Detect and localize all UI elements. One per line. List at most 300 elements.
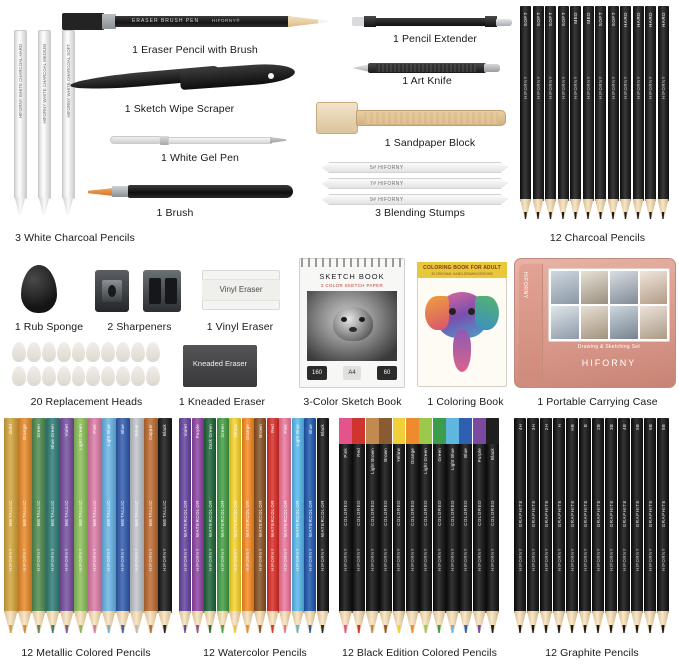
charcoal-grade: HARD (635, 12, 641, 28)
pencil-color-name: Dark Green (207, 424, 213, 450)
pencil-series: WATERCOLOR (320, 500, 325, 537)
brush (88, 180, 293, 204)
pencil-brand: HIFORNY (307, 548, 313, 572)
pencil-brand: HIFORNY (106, 548, 112, 572)
pencil-color-name: Green (36, 424, 42, 438)
charcoal-pencil (545, 6, 556, 219)
charcoal-pencil (520, 6, 531, 219)
pencil-color-name: B (582, 424, 588, 428)
caption-pencil-extender: 1 Pencil Extender (393, 33, 477, 45)
pencil-series: COLORED (356, 500, 362, 526)
white-charcoal-pencils-group (8, 30, 80, 220)
replacement-head (101, 366, 115, 386)
sketchbook-badge-left: 160 (307, 366, 327, 380)
caption-coloring-book: 1 Coloring Book (427, 396, 504, 408)
pencil-series: GRAPHITE (582, 500, 588, 528)
pencil-color-name: H (556, 424, 562, 428)
pencil (339, 418, 352, 633)
pencil-color-name: 2H (543, 424, 549, 431)
caption-white-charcoal-pencils: 3 White Charcoal Pencils (15, 232, 135, 244)
pencil-color-name: Light Blue (449, 448, 455, 471)
pencil-color-name: Orange (245, 424, 250, 441)
case-brand-top: HIFORNY (522, 272, 528, 299)
pencil-brand: HIFORNY (36, 548, 42, 572)
sketchbook-badge-right: 60 (377, 366, 397, 380)
case-brand-bottom: HIFORNY (581, 358, 637, 368)
pencil-series: GRAPHITE (595, 500, 601, 528)
pencil-color-name: 3B (608, 424, 614, 430)
replacement-head (27, 342, 41, 362)
pencil (217, 418, 229, 633)
pencil-series: COLORED (490, 500, 496, 526)
pencil (592, 418, 604, 633)
pencil-color-name: Orange (409, 448, 415, 465)
pencil (229, 418, 241, 633)
replacement-head (86, 342, 100, 362)
pencil (644, 418, 656, 633)
caption-vinyl-eraser: 1 Vinyl Eraser (206, 321, 274, 333)
pencil-color-name: 2B (595, 424, 601, 430)
pencil (446, 418, 459, 633)
pencil (46, 418, 60, 633)
pencil-color-name: Brown (383, 448, 389, 462)
pencil-color-name: Light Green (423, 448, 429, 474)
sketch-wipe-scraper (70, 62, 295, 94)
pencil-series: WATERCOLOR (182, 500, 188, 537)
pencil-series: GRAPHITE (608, 500, 614, 528)
pencil (192, 418, 204, 633)
pencil (433, 418, 446, 633)
pencil-brand: HIFORNY (634, 548, 640, 572)
replacement-head (116, 366, 130, 386)
charcoal-brand: HIFORNY (560, 76, 566, 100)
pencil-color-name: Black (490, 448, 496, 461)
charcoal-grade: MED (585, 12, 591, 24)
vinyl-eraser (202, 270, 280, 310)
charcoal-pencil (595, 6, 606, 219)
replacement-head (146, 342, 160, 362)
pencil-brand: HIFORNY (449, 548, 455, 572)
replacement-head (131, 366, 145, 386)
pencil-color-name: Light Blue (295, 424, 300, 447)
pencil (304, 418, 316, 633)
replacement-head (116, 342, 130, 362)
pencil-brand: HIFORNY (423, 548, 429, 572)
replacement-head (27, 366, 41, 386)
pencil-series: WATERCOLOR (220, 500, 225, 537)
caption-sandpaper-block: 1 Sandpaper Block (384, 137, 476, 149)
pencil-series: GRAPHITE (543, 500, 549, 528)
pencil-brand: HIFORNY (295, 548, 300, 572)
replacement-head (101, 342, 115, 362)
pencil-color-name: Brown (257, 424, 263, 438)
kneaded-eraser-label: Kneaded Eraser (192, 359, 248, 368)
pencil-brand: HIFORNY (543, 548, 549, 572)
charcoal-grade: HARD (648, 12, 653, 28)
caption-sketch-book: 3-Color Sketch Book (303, 396, 402, 408)
replacement-head (131, 342, 145, 362)
pencil (473, 418, 486, 633)
coloring-book (417, 262, 507, 387)
charcoal-brand: HIFORNY (598, 76, 603, 100)
sketchbook-badge-mid: A4 (343, 366, 361, 380)
pencil-brand: HIFORNY (647, 548, 653, 572)
pencil (579, 418, 591, 633)
graphite-pencils-group (514, 418, 669, 636)
pencil-brand: HIFORNY (257, 548, 263, 572)
stump-label: 5# HIFORNY (370, 164, 404, 171)
pencil (527, 418, 539, 633)
pencil-label: HIFORNY WHITE CHARCOAL HARD (17, 44, 23, 119)
pencil-series: COLORED (342, 500, 348, 526)
pencil-series: WATERCOLOR (207, 500, 213, 537)
carrying-case (514, 258, 676, 388)
pencil (566, 418, 578, 633)
pencil (406, 418, 419, 633)
pencil-series: METALLIC (22, 500, 28, 526)
pencil (419, 418, 432, 633)
pencil-brand: HIFORNY (22, 548, 28, 572)
charcoal-pencil (633, 6, 644, 219)
pencil-brand: HIFORNY (383, 548, 389, 572)
pencil (18, 418, 32, 633)
pencil (366, 418, 379, 633)
case-panel-title: Drawing & Sketching Set (577, 344, 641, 350)
charcoal-grade: SOFT (523, 12, 528, 27)
pencil-color-name: Silver (134, 424, 140, 437)
pencil-brand: HIFORNY (195, 548, 200, 572)
pencil-series: GRAPHITE (569, 500, 575, 528)
pencil (267, 418, 279, 633)
pencil-color-name: Violet (182, 424, 188, 437)
pencil-series: GRAPHITE (517, 500, 523, 528)
pencil-brand: HIFORNY (207, 548, 213, 572)
pencil-brand: HIFORNY (50, 548, 56, 572)
pencil-series: WATERCOLOR (195, 500, 200, 537)
charcoal-grade: SOFT (535, 12, 541, 27)
caption-eraser-pencil: 1 Eraser Pencil with Brush (132, 44, 258, 56)
replacement-head (42, 366, 56, 386)
charcoal-pencil (608, 6, 619, 219)
pencil (631, 418, 643, 633)
pencil-color-name: Blue (463, 448, 469, 458)
sketch-book (299, 258, 405, 388)
pencil-series: METALLIC (36, 500, 42, 526)
charcoal-grade: MED (573, 12, 578, 24)
caption-sketch-wipe-scraper: 1 Sketch Wipe Scraper (124, 103, 235, 115)
pencil-series: GRAPHITE (621, 500, 627, 528)
charcoal-grade: HARD (660, 12, 666, 28)
charcoal-pencil (620, 6, 631, 219)
pencil-series: WATERCOLOR (245, 500, 250, 537)
pencil-color-name: HB (569, 424, 575, 431)
pencil (74, 418, 88, 633)
charcoal-brand: HIFORNY (635, 76, 641, 100)
pencil-brand: HIFORNY (282, 548, 288, 572)
pencil-series: COLORED (449, 500, 455, 526)
stump-label: 7# HIFORNY (370, 180, 404, 187)
pencil-series: COLORED (423, 500, 429, 526)
charcoal-pencil (533, 6, 544, 219)
pencil-color-name: Yellow (232, 424, 238, 439)
charcoal-grade: SOFT (560, 12, 566, 27)
pencil (158, 418, 172, 633)
pencil (130, 418, 144, 633)
pencil-color-name: Light Brown (369, 448, 375, 474)
pencil (204, 418, 216, 633)
pencil-brand: HIFORNY (220, 548, 225, 572)
pencil (88, 418, 102, 633)
pencil-brand: HIFORNY (436, 548, 442, 572)
pencil-label: HIFORNY WHITE CHARCOAL SOFT (65, 44, 71, 118)
replacement-head (57, 366, 71, 386)
pencil-brand: HIFORNY (582, 548, 588, 572)
replacement-head (12, 342, 26, 362)
charcoal-grade: SOFT (610, 12, 616, 27)
pencil-series: COLORED (369, 500, 375, 526)
charcoal-pencil (583, 6, 594, 219)
pencil (618, 418, 630, 633)
blending-stumps (322, 160, 512, 210)
pencil-series: COLORED (396, 500, 402, 526)
pencil-series: METALLIC (106, 500, 112, 526)
pencil-color-name: Green (436, 448, 442, 462)
pencil-series: GRAPHITE (556, 500, 562, 528)
pencil-color-name: Purple (476, 448, 482, 463)
pencil-brand: HIFORNY (556, 548, 562, 572)
pencil-label: HIFORNY WHITE CHARCOAL MEDIUM (41, 44, 47, 124)
pencil-color-name: Yellow (396, 448, 402, 463)
charcoal-brand: HIFORNY (648, 76, 653, 100)
pencil-brand: HIFORNY (64, 548, 70, 572)
pencil (116, 418, 130, 633)
charcoal-brand: HIFORNY (548, 76, 553, 100)
pencil (242, 418, 254, 633)
pencil-brand: HIFORNY (232, 548, 238, 572)
pencil-series: METALLIC (134, 500, 140, 526)
pencil-series: WATERCOLOR (232, 500, 238, 537)
pencil-color-name: Blue (120, 424, 126, 434)
pencil-brand: HIFORNY (134, 548, 140, 572)
pencil-brand: HIFORNY (660, 548, 666, 572)
pencil-brand: HIFORNY (320, 548, 325, 572)
pencil-series: METALLIC (162, 500, 168, 526)
pencil (540, 418, 552, 633)
pencil-series: GRAPHITE (647, 500, 653, 528)
charcoal-grade: SOFT (548, 12, 553, 27)
sandpaper-block (316, 96, 506, 140)
replacement-head (86, 366, 100, 386)
caption-charcoal-pencils: 12 Charcoal Pencils (549, 232, 646, 244)
replacement-head (72, 366, 86, 386)
pencil-series: WATERCOLOR (257, 500, 263, 537)
pencil-brand: HIFORNY (342, 548, 348, 572)
pencil-brand: HIFORNY (245, 548, 250, 572)
pencil-brand: HIFORNY (595, 548, 601, 572)
pencil-color-name: Light Green (78, 424, 84, 450)
pencil-series: WATERCOLOR (270, 500, 275, 537)
pencil-color-name: 3H (530, 424, 536, 431)
vinyl-eraser-label: Vinyl Eraser (219, 285, 263, 294)
pencil-series: GRAPHITE (660, 500, 666, 528)
pencil (254, 418, 266, 633)
pencil-brand: HIFORNY (463, 548, 469, 572)
black-edition-pencils-group (339, 418, 499, 636)
pencil (393, 418, 406, 633)
metallic-colored-pencils-group (4, 418, 172, 636)
pencil-series: WATERCOLOR (307, 500, 313, 537)
pencil-series: COLORED (436, 500, 442, 526)
charcoal-grade: SOFT (598, 12, 603, 27)
pencil-brand: HIFORNY (92, 548, 98, 572)
pencil (379, 418, 392, 633)
pencil-series: METALLIC (8, 500, 14, 526)
pencil-series: GRAPHITE (530, 500, 536, 528)
charcoal-pencil (558, 6, 569, 219)
charcoal-pencil (645, 6, 656, 219)
pencil (60, 418, 74, 633)
pencil-color-name: Red (356, 448, 362, 457)
charcoal-brand: HIFORNY (623, 76, 628, 100)
pencil (4, 418, 18, 633)
stump-label: 9# HIFORNY (370, 196, 404, 203)
pencil-color-name: Purple (195, 424, 200, 439)
caption-art-knife: 1 Art Knife (402, 75, 452, 87)
replacement-heads-group (12, 342, 160, 387)
pencil-color-name: 4H (517, 424, 523, 431)
pencil-color-name: Copper (148, 424, 154, 440)
pencil-extender (352, 12, 512, 32)
charcoal-brand: HIFORNY (535, 76, 541, 100)
pencil-brand: HIFORNY (78, 548, 84, 572)
pencil-brand: HIFORNY (369, 548, 375, 572)
charcoal-brand: HIFORNY (585, 76, 591, 100)
white-charcoal-pencil (38, 30, 51, 215)
pencil-color-name: Pink (342, 448, 348, 458)
pencil-color-name: Pink (92, 424, 98, 434)
pencil-series: METALLIC (148, 500, 154, 526)
pencil (657, 418, 669, 633)
pencil-color-name: Blue (307, 424, 313, 434)
pencil-series: METALLIC (120, 500, 126, 526)
pencil (352, 418, 365, 633)
white-charcoal-pencil (14, 30, 27, 215)
pencil-color-name: Orange (22, 424, 28, 441)
pencil-series: WATERCOLOR (295, 500, 300, 537)
white-gel-pen (110, 132, 290, 148)
coloring-book-title: COLORING BOOK FOR ADULT (423, 265, 501, 271)
pencil-brand: HIFORNY (396, 548, 402, 572)
charcoal-brand: HIFORNY (573, 76, 578, 100)
pencil-series: COLORED (476, 500, 482, 526)
caption-watercolor-pencils: 12 Watercolor Pencils (203, 647, 307, 659)
pencil (514, 418, 526, 633)
pencil (279, 418, 291, 633)
sketchbook-subtitle: 3 COLOR SKETCH PAPER (320, 283, 384, 288)
pencil-brand: HIFORNY (517, 548, 523, 572)
coloring-book-subtitle: 30 ORIGINAL HAND-DRAWN DESIGNS (431, 272, 493, 276)
pencil-brand: HIFORNY (148, 548, 154, 572)
kneaded-eraser (183, 345, 257, 387)
sharpeners-group (95, 268, 185, 314)
pencil-color-name: Pink (282, 424, 288, 434)
pencil (102, 418, 116, 633)
charcoal-pencils-group (520, 6, 672, 221)
pencil-brand: HIFORNY (8, 548, 14, 572)
pencil-color-name: 8B (660, 424, 666, 430)
caption-white-gel-pen: 1 White Gel Pen (161, 152, 239, 164)
caption-black-edition-pencils: 12 Black Edition Colored Pencils (342, 647, 497, 659)
pencil-brand: HIFORNY (182, 548, 188, 572)
pencil (32, 418, 46, 633)
pencil (486, 418, 499, 633)
replacement-head (146, 366, 160, 386)
pencil-series: COLORED (409, 500, 415, 526)
replacement-head (57, 342, 71, 362)
pencil-brand: HIFORNY (270, 548, 275, 572)
eraser-pen-label: ERASER BRUSH PEN (132, 17, 200, 24)
pencil-color-name: Violet (64, 424, 70, 437)
watercolor-pencils-group (179, 418, 331, 636)
pencil-color-name: Blue Green (50, 424, 56, 449)
charcoal-pencil (658, 6, 669, 219)
pencil-color-name: Red (270, 424, 275, 433)
pencil-brand: HIFORNY (621, 548, 627, 572)
pencil-series: GRAPHITE (634, 500, 640, 528)
pencil-color-name: 6B (647, 424, 653, 430)
pencil-brand: HIFORNY (476, 548, 482, 572)
charcoal-brand: HIFORNY (660, 76, 666, 100)
pencil-brand: HIFORNY (120, 548, 126, 572)
pencil-brand: HIFORNY (409, 548, 415, 572)
pencil (459, 418, 472, 633)
pencil-brand: HIFORNY (162, 548, 168, 572)
caption-metallic-pencils: 12 Metallic Colored Pencils (21, 647, 151, 659)
pencil (553, 418, 565, 633)
pencil-color-name: Light Blue (106, 424, 112, 447)
pencil-series: COLORED (383, 500, 389, 526)
caption-replacement-heads: 20 Replacement Heads (30, 396, 143, 408)
charcoal-grade: HARD (623, 12, 628, 28)
pencil-series: METALLIC (92, 500, 98, 526)
pencil (144, 418, 158, 633)
pencil-color-name: 5B (634, 424, 640, 430)
pencil (179, 418, 191, 633)
charcoal-brand: HIFORNY (523, 76, 528, 100)
pencil-color-name: Green (220, 424, 225, 438)
pencil-brand: HIFORNY (356, 548, 362, 572)
caption-blending-stumps: 3 Blending Stumps (375, 207, 465, 219)
pencil-series: METALLIC (64, 500, 70, 526)
pencil-series: WATERCOLOR (282, 500, 288, 537)
pencil (605, 418, 617, 633)
caption-sharpeners: 2 Sharpeners (107, 321, 172, 333)
charcoal-brand: HIFORNY (610, 76, 616, 100)
pencil-series: METALLIC (78, 500, 84, 526)
caption-brush: 1 Brush (156, 207, 194, 219)
pencil-color-name: Black (162, 424, 168, 437)
pencil (317, 418, 329, 633)
pencil-color-name: Black (320, 424, 325, 437)
pencil-brand: HIFORNY (569, 548, 575, 572)
caption-rub-sponge: 1 Rub Sponge (14, 321, 84, 333)
caption-graphite-pencils: 12 Graphite Pencils (545, 647, 639, 659)
replacement-head (72, 342, 86, 362)
pencil-series: METALLIC (50, 500, 56, 526)
sketchbook-title: SKETCH BOOK (319, 272, 385, 281)
charcoal-pencil (570, 6, 581, 219)
rub-sponge (15, 265, 63, 315)
